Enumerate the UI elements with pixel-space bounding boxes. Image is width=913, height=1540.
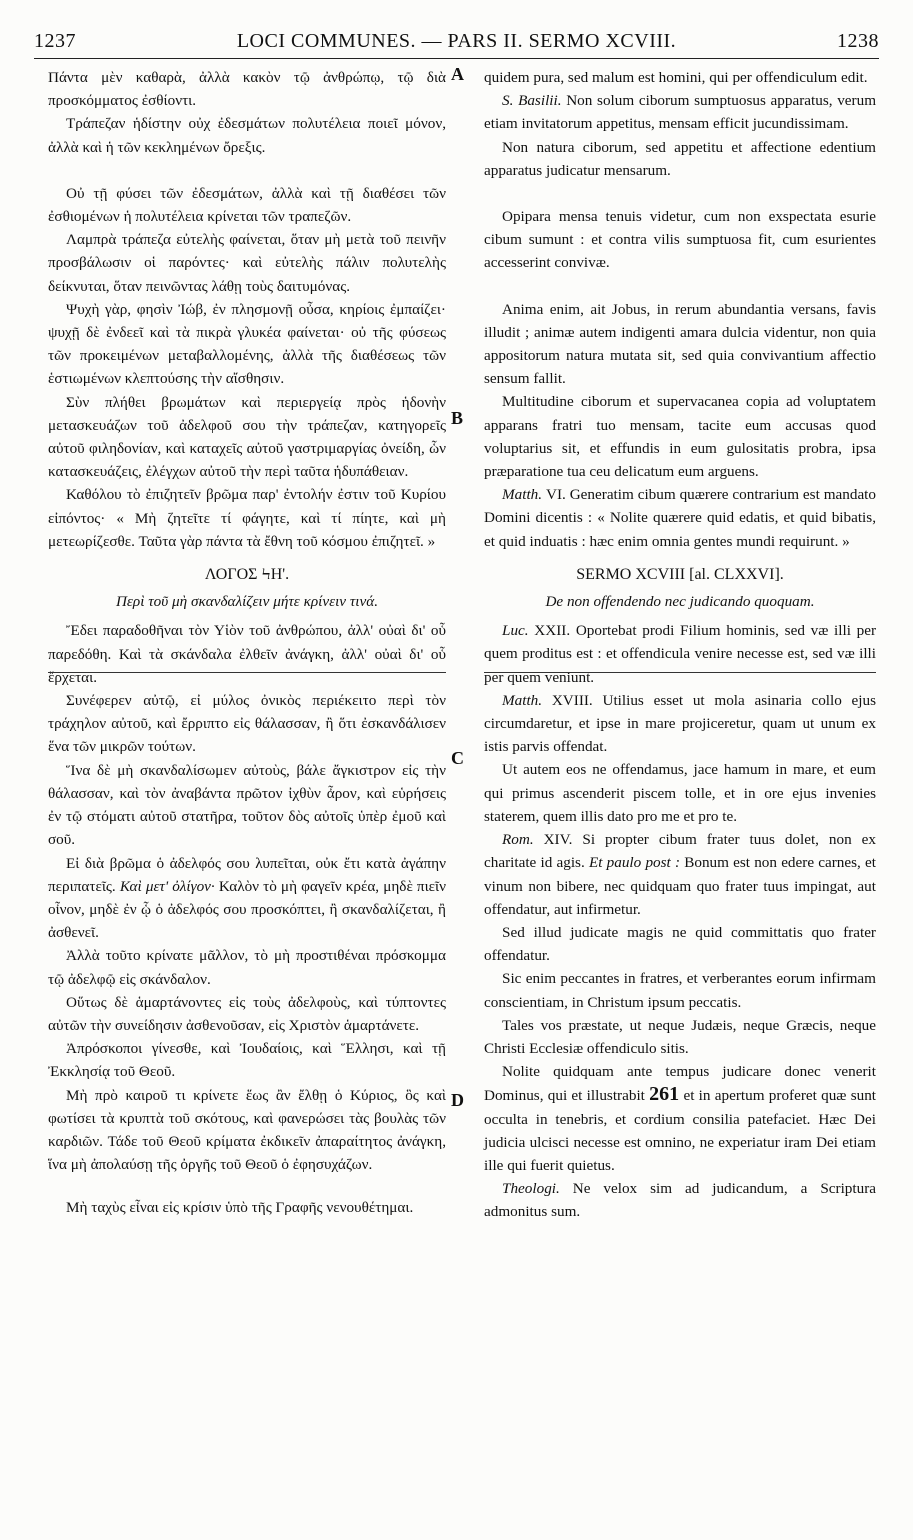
greek-paragraph: Καθόλου τὸ ἐπιζητεῖν βρῶμα παρ' ἐντολήν ἐστιν τοῦ Κυρίου εἰπόντος· « Μὴ ζητεῖτε τί φάγητε, καὶ τί πίητε, καὶ μὴ μετεωρίζεσθε. Ταῦτα γὰρ πάντα τὰ ἔθνη τοῦ κόσμου ἐπιζητεῖ. » bbox=[48, 486, 446, 550]
greek-paragraph: Ἀπρόσκοποι γίνεσθε, καὶ Ἰουδαίοις, καὶ Ἕλλησι, καὶ τῇ Ἐκκλησίᾳ τοῦ Θεοῦ. bbox=[48, 1040, 446, 1081]
latin-paragraph bbox=[484, 390, 876, 483]
section-rule-right bbox=[484, 672, 876, 673]
latin-text: Bonum est non edere carnes, et vinum non bibere, nec quidquam quo frater tuus impingat, aut offendatur, aut infirmetur. bbox=[484, 854, 877, 918]
header-rule bbox=[34, 58, 879, 59]
chapter-reference: XVIII. bbox=[551, 691, 593, 709]
column-marker-b: B bbox=[451, 408, 464, 428]
greek-section-subtitle: Περὶ τοῦ μὴ σκανδαλίζειν μήτε κρίνειν τινά. bbox=[115, 593, 379, 611]
column-marker-d: D bbox=[451, 1090, 464, 1110]
source-reference: Matth. bbox=[502, 486, 543, 504]
source-reference: Theologi. bbox=[502, 1180, 560, 1198]
greek-paragraph: Σὺν πλήθει βρωμάτων καὶ περιεργείᾳ πρὸς ἡδονὴν μετασκευάζων τοῦ ἀδελφοῦ σου τὴν τράπεζαν, κατηγορεῖς αὐτοῦ φιληδονίαν, καὶ καταχεῖς αὐτοῦ γαστριμαργίας ὀνείδη, ὧν κατασκευάζεις, ἐλέγχων αὐτοῦ τὴν περὶ ταῦτα ἡδυπάθειαν. bbox=[48, 393, 446, 481]
greek-paragraph bbox=[48, 852, 446, 945]
latin-paragraph: Opipara mensa tenuis videtur, cum non exspectata esurie cibum sumunt : et contra vilis sumptuosa fit, cum esurientes accesserint convivæ. bbox=[484, 208, 876, 272]
source-reference: Rom. bbox=[502, 831, 534, 849]
greek-paragraph: Ἔδει παραδοθῆναι τὸν Υἱὸν τοῦ ἀνθρώπου, ἀλλ' οὐαὶ δι' οὗ παρεδόθη. Καὶ τὰ σκάνδαλα ἐλθεῖν ἀνάγκη, ἀλλ' οὐαὶ δι' οὗ ἔρχεται. bbox=[48, 622, 446, 686]
latin-paragraph: Non natura ciborum, sed appetitu et affectione edentium apparatus judicatur mensarum. bbox=[484, 138, 876, 179]
latin-text: Oportebat prodi Filium hominis, sed væ illi per quem proditus est : et offendicula venire necesse est, sed væ illi per quem veniunt. bbox=[484, 622, 877, 686]
page-number-left: 1237 bbox=[34, 30, 76, 52]
latin-paragraph: Ut autem eos ne offendamus, jace hamum in mare, et eum qui primus ascenderit piscem tolle, et in ore ejus invenies staterem, quem illis dato pro me et pro te. bbox=[484, 761, 876, 825]
latin-paragraph bbox=[484, 1060, 876, 1177]
latin-text: Non solum ciborum sumptuosus apparatus, verum etiam invitatorum appetitus, mensam efficit jucundissimam. bbox=[484, 92, 877, 133]
greek-paragraph: Πάντα μὲν καθαρὰ, ἀλλὰ κακὸν τῷ ἀνθρώπῳ, τῷ διὰ προσκόμματος ἐσθίοντι. bbox=[48, 69, 446, 110]
latin-paragraph: Sed illud judicate magis ne quid committatis quo frater offendatur. bbox=[484, 923, 876, 965]
chapter-reference: VI. bbox=[545, 486, 566, 504]
latin-text: Utilius esset ut mola asinaria collo ejus circumdaretur, et ipse in mare projiceretur, quam ut unum ex istis parvis offendat. bbox=[484, 691, 877, 756]
column-marker-c: C bbox=[451, 748, 464, 768]
source-reference: S. Basilii. bbox=[502, 92, 562, 110]
page-header bbox=[34, 30, 879, 58]
latin-column bbox=[484, 66, 876, 1224]
source-reference: Luc. bbox=[502, 622, 529, 640]
latin-paragraph: Sic enim peccantes in fratres, et verberantes eorum infirmam conscientiam, in Christum ipsum peccatis. bbox=[484, 970, 876, 1011]
source-reference: Matth. bbox=[502, 691, 543, 709]
greek-paragraph: Συνέφερεν αὐτῷ, εἰ μύλος ὀνικὸς περιέκειτο περὶ τὸν τράχηλον αὐτοῦ, καὶ ἔρριπτο εἰς θάλασσαν, ἢ ὅτι ἐσκανδάλισεν ἕνα τῶν μικρῶν τούτων. bbox=[48, 692, 446, 756]
latin-text: Ne velox sim ad judicandum, a Scriptura admonitus sum. bbox=[484, 1180, 877, 1221]
greek-paragraph: Μὴ ταχὺς εἶναι εἰς κρίσιν ὑπὸ τῆς Γραφῆς νενουθέτημαι. bbox=[66, 1199, 414, 1217]
latin-paragraph: Anima enim, ait Jobus, in rerum abundantia versans, favis illudit ; animæ autem indigenti amara dulcia videntur, non quia appositorum natura mutata sit, sed quia convivantium affectio sensum fallit. bbox=[484, 300, 876, 388]
latin-text: Nolite quidquam ante tempus judicare donec venerit Dominus, qui et illustrabit bbox=[484, 1063, 876, 1105]
latin-text: Generatim cibum quærere contrarium est mandato Domini dicentis : « Nolite quærere quid edatis, et quid bibatis, et quid induatis : hæc enim omnia gentes mundi requirunt. » bbox=[484, 486, 876, 550]
latin-section-title: SERMO XCVIII [al. CLXXVI]. bbox=[576, 565, 784, 583]
latin-paragraph: quidem pura, sed malum est homini, qui per offendiculum edit. bbox=[484, 69, 868, 86]
latin-paragraph bbox=[484, 1177, 876, 1223]
latin-text: Multitudine ciborum et supervacanea copia ad voluptatem apparans fratri tuo mensam, tacite eum accusas quod voluptarius sit, et effundis in eum gulositatis bbox=[484, 393, 876, 457]
latin-text: probra, ipsa præparatione tua ceu delicatum eum arguens. bbox=[484, 439, 876, 481]
greek-paragraph: Ἀλλὰ τοῦτο κρίνατε μᾶλλον, τὸ μὴ προστιθέναι πρόσκομμα τῷ ἀδελφῷ εἰς σκάνδαλον. bbox=[48, 947, 446, 988]
latin-paragraph: Tales vos præstate, ut neque Judæis, neque Græcis, neque Christi Ecclesiæ offendiculo sitis. bbox=[484, 1016, 876, 1057]
greek-paragraph: Ψυχὴ γὰρ, φησὶν Ἰώβ, ἐν πλησμονῇ οὖσα, κηρίοις ἐμπαίζει· ψυχῇ δὲ ἐνδεεῖ καὶ τὰ πικρὰ γλυκέα φαίνεται· οὐ τῆς φύσεως τῶν προκειμένων μεταβαλλομένης, ἀλλὰ τῆς διαθέσεως τῶν ἑστιωμένων κλεπτούσης τὴν αἴσθησιν. bbox=[48, 300, 446, 388]
latin-aside: Et paulo post : bbox=[588, 854, 681, 872]
latin-paragraph bbox=[484, 89, 876, 135]
chapter-reference: XXII. bbox=[534, 622, 571, 640]
greek-aside: Καὶ μετ' ὀλίγον· bbox=[119, 877, 215, 895]
greek-paragraph: Λαμπρὰ τράπεζα εὐτελὴς φαίνεται, ὅταν μὴ μετὰ τοῦ πεινῆν προσβάλωσιν οἱ παρόντες· καὶ εὐτελὴς πάλιν πολυτελὴς δείκνυται, ὅταν πεινῶντας λάθῃ τοὺς δαιτυμόνας. bbox=[48, 231, 446, 295]
chapter-reference: XIV. bbox=[543, 831, 573, 849]
latin-paragraph bbox=[484, 619, 876, 689]
column-marker-a: A bbox=[451, 64, 464, 84]
running-title: LOCI COMMUNES. — PARS II. SERMO XCVIII. bbox=[236, 30, 677, 52]
edition-page-number: 261 bbox=[649, 1083, 680, 1106]
greek-text: Καλὸν τὸ μὴ φαγεῖν κρέα, μηδὲ πιεῖν οἶνον, μηδὲ ἐν ᾧ ὁ ἀδελφός σου προσκόπτει, ἢ σκανδαλίζεται, ἢ ἀσθενεῖ. bbox=[48, 877, 447, 942]
greek-paragraph: Οὐ τῇ φύσει τῶν ἐδεσμάτων, ἀλλὰ καὶ τῇ διαθέσει τῶν ἐσθιομένων ἡ πολυτέλεια κρίνεται τῶν τραπεζῶν. bbox=[48, 184, 446, 226]
latin-section-subtitle: De non offendendo nec judicando quoquam. bbox=[545, 593, 815, 611]
greek-paragraph: Μὴ πρὸ καιροῦ τι κρίνετε ἕως ἂν ἔλθῃ ὁ Κύριος, ὃς καὶ φωτίσει τὰ κρυπτὰ τοῦ σκότους, καὶ φανερώσει τὰς βουλὰς τῶν καρδιῶν. Τάδε τοῦ Θεοῦ κρίματα ἐκδικεῖν ἀπαραίτητος ἀνάγκη, ἵνα μὴ ἀπολαύσῃ τῆς ὀργῆς τοῦ Θεοῦ ὁ ἐφησυχάζων. bbox=[48, 1086, 446, 1174]
greek-text: Εἰ διὰ βρῶμα ὁ ἀδελφός σου λυπεῖται, οὐκ ἔτι κατὰ ἀγάπην περιπατεῖς. bbox=[48, 854, 446, 895]
greek-paragraph: Τράπεζαν ἡδίστην οὐχ ἐδεσμάτων πολυτέλεια ποιεῖ μόνον, ἀλλὰ καὶ ἡ τῶν κεκλημένων ὄρεξις. bbox=[48, 115, 446, 156]
latin-paragraph bbox=[484, 483, 876, 553]
section-rule-left bbox=[48, 672, 446, 673]
latin-text: et in apertum proferet quæ sunt occulta in tenebris, et cordium consilia patefaciet. Hæc Dei judicia ulcisci necesse est omnino, ne experiatur iram Dei etiam ille qui fuerit quietus. bbox=[484, 1087, 877, 1174]
latin-paragraph bbox=[484, 828, 876, 921]
latin-text: Si propter cibum frater tuus dolet, non ex charitate id agis. bbox=[484, 831, 876, 872]
page-number-right: 1238 bbox=[837, 30, 879, 52]
greek-paragraph: Ἵνα δὲ μὴ σκανδαλίσωμεν αὐτοὺς, βάλε ἄγκιστρον εἰς τὴν θάλασσαν, καὶ τὸν ἀναβάντα πρῶτον ἰχθὺν ἆρον, καὶ εὑρήσεις ἐν τῷ στόματι αὐτοῦ στατῆρα, τοῦτον δὸς αὐτοῖς ὑπὲρ ἐμοῦ καὶ σοῦ. bbox=[48, 761, 446, 849]
greek-paragraph: Οὕτως δὲ ἁμαρτάνοντες εἰς τοὺς ἀδελφοὺς, καὶ τύπτοντες αὐτῶν τὴν συνείδησιν ἀσθενοῦσαν, εἰς Χριστὸν ἁμαρτάνετε. bbox=[48, 993, 446, 1034]
greek-column bbox=[48, 66, 446, 1220]
greek-section-title: ΛΟΓΟΣ ϞΗ'. bbox=[204, 566, 290, 584]
latin-paragraph bbox=[484, 689, 876, 759]
